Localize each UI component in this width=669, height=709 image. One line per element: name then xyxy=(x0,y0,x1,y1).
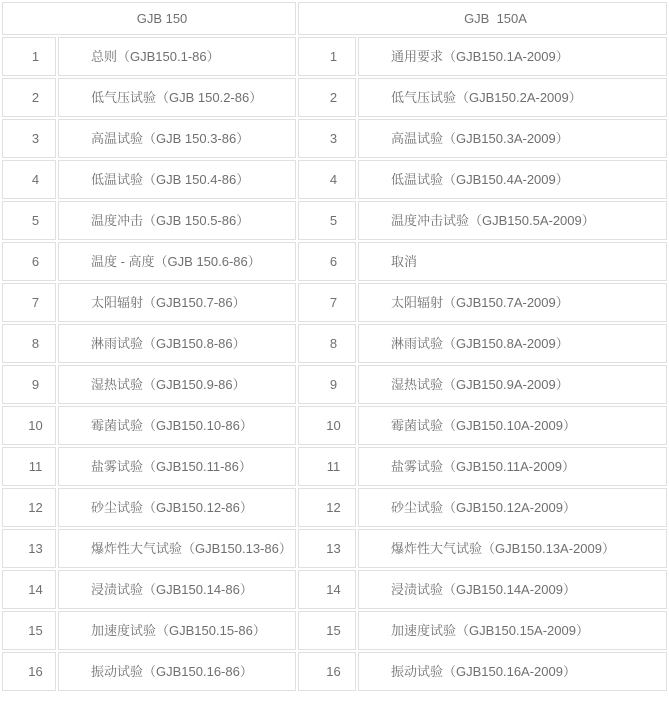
right-row-number: 11 xyxy=(298,447,356,486)
table-row xyxy=(2,447,667,486)
right-row-number: 7 xyxy=(298,283,356,322)
table-row xyxy=(2,365,667,404)
right-row-number: 1 xyxy=(298,37,356,76)
left-test-name: 温度冲击（GJB 150.5-86） xyxy=(58,201,296,240)
right-test-name: 太阳辐射（GJB150.7A-2009） xyxy=(358,283,667,322)
right-row-number: 14 xyxy=(298,570,356,609)
table-row xyxy=(2,119,667,158)
left-test-name: 温度 - 高度（GJB 150.6-86） xyxy=(58,242,296,281)
left-row-number: 7 xyxy=(2,283,56,322)
right-row-number: 12 xyxy=(298,488,356,527)
right-test-name: 砂尘试验（GJB150.12A-2009） xyxy=(358,488,667,527)
left-row-number: 5 xyxy=(2,201,56,240)
table-row xyxy=(2,611,667,650)
table-row xyxy=(2,652,667,691)
left-table-header: GJB 150 xyxy=(2,2,296,35)
left-test-name: 高温试验（GJB 150.3-86） xyxy=(58,119,296,158)
right-test-name: 振动试验（GJB150.16A-2009） xyxy=(358,652,667,691)
right-row-number: 10 xyxy=(298,406,356,445)
right-row-number: 3 xyxy=(298,119,356,158)
right-row-number: 16 xyxy=(298,652,356,691)
header-row xyxy=(2,2,667,35)
left-test-name: 振动试验（GJB150.16-86） xyxy=(58,652,296,691)
right-test-name: 低气压试验（GJB150.2A-2009） xyxy=(358,78,667,117)
left-row-number: 13 xyxy=(2,529,56,568)
table-row xyxy=(2,529,667,568)
left-test-name: 霉菌试验（GJB150.10-86） xyxy=(58,406,296,445)
table-row xyxy=(2,160,667,199)
left-test-name: 盐雾试验（GJB150.11-86） xyxy=(58,447,296,486)
right-test-name: 低温试验（GJB150.4A-2009） xyxy=(358,160,667,199)
right-test-name: 高温试验（GJB150.3A-2009） xyxy=(358,119,667,158)
table-row xyxy=(2,406,667,445)
right-test-name: 浸渍试验（GJB150.14A-2009） xyxy=(358,570,667,609)
right-test-name: 通用要求（GJB150.1A-2009） xyxy=(358,37,667,76)
left-test-name: 低温试验（GJB 150.4-86） xyxy=(58,160,296,199)
right-row-number: 9 xyxy=(298,365,356,404)
right-test-name: 取消 xyxy=(358,242,667,281)
right-row-number: 4 xyxy=(298,160,356,199)
left-row-number: 10 xyxy=(2,406,56,445)
table-row xyxy=(2,37,667,76)
left-test-name: 总则（GJB150.1-86） xyxy=(58,37,296,76)
right-test-name: 盐雾试验（GJB150.11A-2009） xyxy=(358,447,667,486)
right-test-name: 湿热试验（GJB150.9A-2009） xyxy=(358,365,667,404)
left-test-name: 浸渍试验（GJB150.14-86） xyxy=(58,570,296,609)
left-test-name: 低气压试验（GJB 150.2-86） xyxy=(58,78,296,117)
table-row xyxy=(2,283,667,322)
right-test-name: 爆炸性大气试验（GJB150.13A-2009） xyxy=(358,529,667,568)
left-test-name: 爆炸性大气试验（GJB150.13-86） xyxy=(58,529,296,568)
left-test-name: 湿热试验（GJB150.9-86） xyxy=(58,365,296,404)
left-row-number: 3 xyxy=(2,119,56,158)
left-test-name: 砂尘试验（GJB150.12-86） xyxy=(58,488,296,527)
left-test-name: 加速度试验（GJB150.15-86） xyxy=(58,611,296,650)
left-row-number: 9 xyxy=(2,365,56,404)
left-row-number: 8 xyxy=(2,324,56,363)
left-row-number: 2 xyxy=(2,78,56,117)
left-row-number: 1 xyxy=(2,37,56,76)
left-test-name: 淋雨试验（GJB150.8-86） xyxy=(58,324,296,363)
right-table-header: GJB 150A xyxy=(298,2,667,35)
table-body xyxy=(2,37,667,691)
table-row xyxy=(2,570,667,609)
table-row xyxy=(2,324,667,363)
table-row xyxy=(2,201,667,240)
right-row-number: 13 xyxy=(298,529,356,568)
right-test-name: 霉菌试验（GJB150.10A-2009） xyxy=(358,406,667,445)
left-row-number: 15 xyxy=(2,611,56,650)
right-row-number: 2 xyxy=(298,78,356,117)
right-test-name: 加速度试验（GJB150.15A-2009） xyxy=(358,611,667,650)
left-row-number: 16 xyxy=(2,652,56,691)
right-test-name: 温度冲击试验（GJB150.5A-2009） xyxy=(358,201,667,240)
left-row-number: 12 xyxy=(2,488,56,527)
left-test-name: 太阳辐射（GJB150.7-86） xyxy=(58,283,296,322)
left-row-number: 14 xyxy=(2,570,56,609)
right-row-number: 8 xyxy=(298,324,356,363)
right-test-name: 淋雨试验（GJB150.8A-2009） xyxy=(358,324,667,363)
right-row-number: 6 xyxy=(298,242,356,281)
right-row-number: 5 xyxy=(298,201,356,240)
left-row-number: 4 xyxy=(2,160,56,199)
table-row xyxy=(2,78,667,117)
left-row-number: 11 xyxy=(2,447,56,486)
left-row-number: 6 xyxy=(2,242,56,281)
table-row xyxy=(2,488,667,527)
right-row-number: 15 xyxy=(298,611,356,650)
table-row xyxy=(2,242,667,281)
